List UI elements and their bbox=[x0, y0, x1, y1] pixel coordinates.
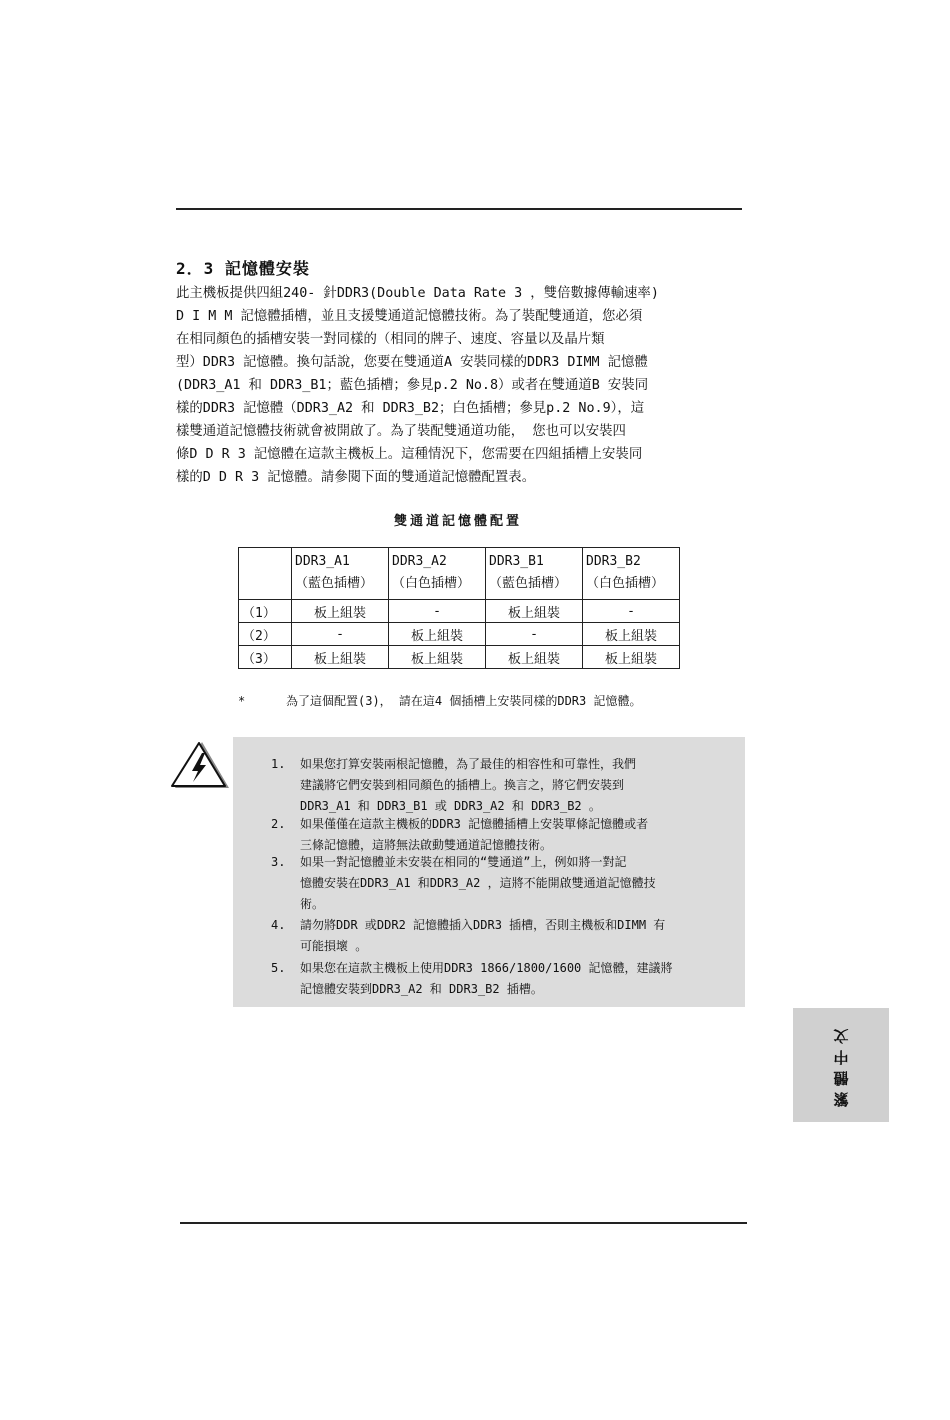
table-header-cell bbox=[389, 548, 486, 600]
table-row bbox=[239, 623, 680, 646]
slot-name: DDR3_A2 bbox=[392, 554, 447, 569]
table-cell: 板上組裝 bbox=[583, 646, 680, 669]
slot-color: （藍色插槽） bbox=[295, 576, 374, 591]
intro-line: 樣的DDR3 記憶體（DDR3_A2 和 DDR3_B2；白色插槽；參見p.2 No.9），這 bbox=[176, 401, 645, 416]
dual-channel-config-table bbox=[238, 547, 680, 669]
note-line: 建議將它們安裝到相同顏色的插槽上。換言之，將它們安裝到 bbox=[300, 778, 625, 792]
side-tab-label: 繁體中文 bbox=[832, 1023, 851, 1107]
table-cell: 板上組裝 bbox=[486, 600, 583, 623]
table-cell: 板上組裝 bbox=[292, 600, 389, 623]
note-line: 如果僅僅在這款主機板的DDR3 記憶體插槽上安裝單條記憶體或者 bbox=[300, 817, 649, 831]
slot-color: （白色插槽） bbox=[586, 576, 665, 591]
note-line: 術。 bbox=[300, 897, 325, 911]
table-cell: - bbox=[292, 623, 389, 646]
warning-lightning-triangle-icon bbox=[168, 740, 230, 794]
intro-line: 樣的D D R 3 記憶體。請參閱下面的雙通道記憶體配置表。 bbox=[176, 470, 536, 485]
note-line: 請勿將DDR 或DDR2 記憶體插入DDR3 插槽，否則主機板和DIMM 有 bbox=[300, 918, 666, 932]
note-line: DDR3_A1 和 DDR3_B1 或 DDR3_A2 和 DDR3_B2 。 bbox=[300, 799, 601, 813]
row-label: （2） bbox=[239, 623, 292, 646]
note-item bbox=[271, 915, 701, 957]
language-side-tab bbox=[793, 1008, 889, 1122]
table-header-cell bbox=[583, 548, 680, 600]
bottom-divider bbox=[180, 1222, 747, 1224]
table-corner-cell bbox=[239, 548, 292, 600]
note-number: 2. bbox=[271, 817, 286, 831]
note-line: 如果您打算安裝兩根記憶體，為了最佳的相容性和可靠性，我們 bbox=[300, 757, 637, 771]
note-item bbox=[271, 852, 701, 915]
intro-line: D I M M 記憶體插槽，並且支援雙通道記憶體技術。為了裝配雙通道，您必須 bbox=[176, 309, 643, 324]
table-cell: 板上組裝 bbox=[486, 646, 583, 669]
footnote-text: 為了這個配置(3)， 請在這4 個插槽上安裝同樣的DDR3 記憶體。 bbox=[286, 694, 642, 708]
row-label: （1） bbox=[239, 600, 292, 623]
note-line: 可能損壞 。 bbox=[300, 939, 368, 953]
note-number: 4. bbox=[271, 918, 286, 932]
table-cell: 板上組裝 bbox=[292, 646, 389, 669]
note-item bbox=[271, 814, 701, 856]
table-header-row bbox=[239, 548, 680, 600]
intro-line: 在相同顏色的插槽安裝一對同樣的（相同的牌子、速度、容量以及晶片類 bbox=[176, 332, 605, 347]
slot-color: （藍色插槽） bbox=[489, 576, 568, 591]
table-header-cell bbox=[292, 548, 389, 600]
intro-line: 樣雙通道記憶體技術就會被開啟了。為了裝配雙通道功能， 您也可以安裝四 bbox=[176, 424, 626, 439]
table-cell: - bbox=[486, 623, 583, 646]
intro-line: 條D D R 3 記憶體在這款主機板上。這種情況下，您需要在四組插槽上安裝同 bbox=[176, 447, 643, 462]
intro-line: 此主機板提供四組240- 針DDR3(Double Data Rate 3 ，雙倍數據傳輸速率) bbox=[176, 286, 659, 301]
note-line: 如果您在這款主機板上使用DDR3 1866/1800/1600 記憶體，建議將 bbox=[300, 961, 673, 975]
slot-name: DDR3_B2 bbox=[586, 554, 641, 569]
note-line: 憶體安裝在DDR3_A1 和DDR3_A2 ，這將不能開啟雙通道記憶體技 bbox=[300, 876, 656, 890]
table-cell: 板上組裝 bbox=[389, 646, 486, 669]
table-cell: 板上組裝 bbox=[583, 623, 680, 646]
footnote-mark: * bbox=[238, 694, 246, 708]
note-number: 1. bbox=[271, 757, 286, 771]
table-cell: 板上組裝 bbox=[389, 623, 486, 646]
table-row bbox=[239, 646, 680, 669]
table-footnote bbox=[238, 692, 641, 709]
note-item bbox=[271, 958, 701, 1000]
top-divider bbox=[176, 208, 742, 210]
table-title: 雙通道記憶體配置 bbox=[393, 514, 522, 529]
table-header-cell bbox=[486, 548, 583, 600]
note-line: 記憶體安裝到DDR3_A2 和 DDR3_B2 插槽。 bbox=[300, 982, 543, 996]
note-line: 如果一對記憶體並未安裝在相同的“雙通道”上，例如將一對記 bbox=[300, 855, 627, 869]
section-heading: 2．3 記憶體安裝 bbox=[176, 259, 310, 278]
slot-name: DDR3_B1 bbox=[489, 554, 544, 569]
intro-paragraph bbox=[176, 282, 744, 489]
intro-line: 型）DDR3 記憶體。換句話說，您要在雙通道A 安裝同樣的DDR3 DIMM 記憶體 bbox=[176, 355, 648, 370]
row-label: （3） bbox=[239, 646, 292, 669]
slot-name: DDR3_A1 bbox=[295, 554, 350, 569]
note-number: 3. bbox=[271, 855, 286, 869]
intro-line: (DDR3_A1 和 DDR3_B1；藍色插槽；參見p.2 No.8）或者在雙通道B 安裝同 bbox=[176, 378, 649, 393]
table-cell: - bbox=[583, 600, 680, 623]
slot-color: （白色插槽） bbox=[392, 576, 471, 591]
notes-box bbox=[233, 737, 745, 1007]
note-item bbox=[271, 754, 701, 817]
table-cell: - bbox=[389, 600, 486, 623]
table-row bbox=[239, 600, 680, 623]
note-number: 5. bbox=[271, 961, 286, 975]
note-line: 三條記憶體，這將無法啟動雙通道記憶體技術。 bbox=[300, 838, 553, 852]
